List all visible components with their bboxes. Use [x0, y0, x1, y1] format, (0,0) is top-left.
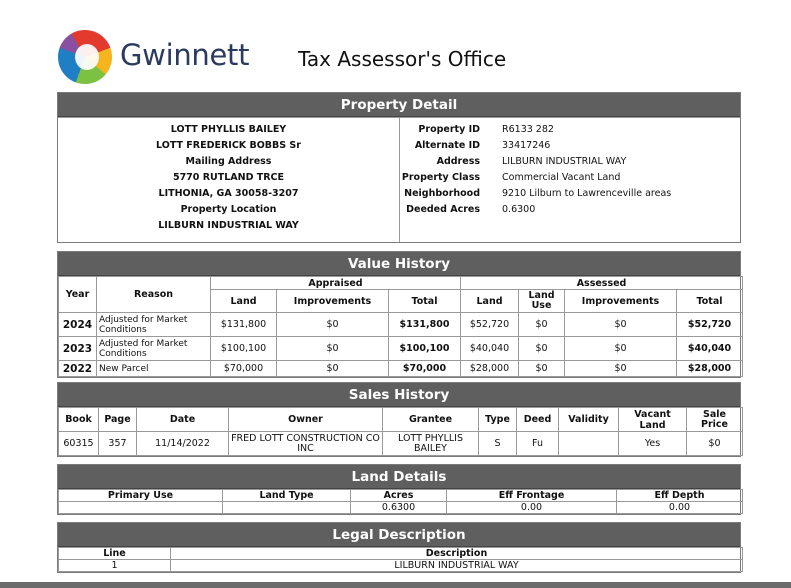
col-header-page: Page — [99, 408, 137, 432]
col-header-date: Date — [137, 408, 229, 432]
col-header-owner: Owner — [229, 408, 383, 432]
field-row — [400, 202, 740, 218]
field-row — [400, 170, 740, 186]
land-details-title: Land Details — [58, 465, 740, 489]
field-value: R6133 282 — [502, 124, 554, 135]
col-header-appraised: Appraised — [211, 277, 461, 290]
logo-text: Gwinnett — [120, 38, 250, 72]
col-header-description: Description — [171, 548, 743, 560]
appraised-total-cell: $131,800 — [389, 313, 461, 337]
year-cell: 2023 — [59, 337, 97, 361]
reason-cell: Adjusted for Market Conditions — [97, 313, 211, 337]
bottom-bar — [0, 582, 791, 588]
sales-history-table — [58, 407, 743, 456]
gwinnett-logo-icon — [58, 30, 112, 84]
assessed-total-cell: $40,040 — [677, 337, 743, 361]
field-label: Neighborhood — [404, 188, 480, 199]
assessed-total-cell: $52,720 — [677, 313, 743, 337]
col-header-land-type: Land Type — [223, 490, 351, 502]
field-row — [400, 154, 740, 170]
owner-line: LOTT PHYLLIS BAILEY — [170, 124, 287, 135]
legal-description-title: Legal Description — [58, 523, 740, 547]
field-row — [400, 186, 740, 202]
col-header-year: Year — [59, 277, 97, 313]
col-header-land: Land — [461, 290, 519, 313]
appraised-improvements-cell: $0 — [277, 313, 389, 337]
property-fields — [400, 118, 740, 242]
col-header-vacant-land: Vacant Land — [619, 408, 687, 432]
col-header-grantee: Grantee — [383, 408, 479, 432]
col-header-eff-depth: Eff Depth — [617, 490, 743, 502]
col-header-improvements: Improvements — [565, 290, 677, 313]
eff-depth-cell: 0.00 — [617, 502, 743, 514]
land-details-table — [58, 489, 743, 514]
appraised-land-cell: $100,100 — [211, 337, 277, 361]
primary-use-cell — [59, 502, 223, 514]
assessed-improvements-cell: $0 — [565, 313, 677, 337]
field-label: Property ID — [418, 124, 480, 135]
col-header-deed: Deed — [517, 408, 559, 432]
value-history-table — [58, 276, 743, 377]
appraised-improvements-cell: $0 — [277, 361, 389, 377]
land-use-cell: $0 — [519, 337, 565, 361]
property-detail-section — [57, 92, 741, 243]
owner-line: LITHONIA, GA 30058-3207 — [158, 188, 299, 199]
field-label: Alternate ID — [414, 140, 480, 151]
appraised-total-cell: $100,100 — [389, 337, 461, 361]
field-value: Commercial Vacant Land — [502, 172, 621, 183]
col-header-sale-price: Sale Price — [687, 408, 743, 432]
sales-history-section — [57, 382, 741, 457]
field-value: 0.6300 — [502, 204, 536, 215]
appraised-improvements-cell: $0 — [277, 337, 389, 361]
land-use-cell: $0 — [519, 313, 565, 337]
acres-cell: 0.6300 — [351, 502, 447, 514]
date-cell: 11/14/2022 — [137, 432, 229, 456]
assessed-land-cell: $52,720 — [461, 313, 519, 337]
col-header-acres: Acres — [351, 490, 447, 502]
col-header-total: Total — [677, 290, 743, 313]
assessed-land-cell: $28,000 — [461, 361, 519, 377]
owner-line: LOTT FREDERICK BOBBS Sr — [156, 140, 301, 151]
col-header-eff-frontage: Eff Frontage — [447, 490, 617, 502]
col-header-type: Type — [479, 408, 517, 432]
legal-description-table — [58, 547, 743, 572]
field-row — [400, 122, 740, 138]
land-details-section — [57, 464, 741, 515]
field-row — [400, 138, 740, 154]
land-type-cell — [223, 502, 351, 514]
table-row — [59, 502, 743, 514]
owner-block — [58, 118, 400, 242]
col-header-primary-use: Primary Use — [59, 490, 223, 502]
property-detail-title: Property Detail — [58, 93, 740, 117]
land-use-cell: $0 — [519, 361, 565, 377]
table-row — [59, 337, 743, 361]
book-cell: 60315 — [59, 432, 99, 456]
page-cell: 357 — [99, 432, 137, 456]
field-label: Address — [436, 156, 480, 167]
assessed-improvements-cell: $0 — [565, 337, 677, 361]
table-row — [59, 361, 743, 377]
appraised-land-cell: $131,800 — [211, 313, 277, 337]
legal-description-section — [57, 522, 741, 573]
sale-price-cell: $0 — [687, 432, 743, 456]
year-cell: 2022 — [59, 361, 97, 377]
sales-history-title: Sales History — [58, 383, 740, 407]
table-row — [59, 560, 743, 572]
owner-line: Mailing Address — [185, 156, 272, 167]
col-header-land-use: Land Use — [519, 290, 565, 313]
assessed-total-cell: $28,000 — [677, 361, 743, 377]
office-title: Tax Assessor's Office — [298, 47, 507, 71]
col-header-book: Book — [59, 408, 99, 432]
page-header — [0, 0, 791, 90]
col-header-total: Total — [389, 290, 461, 313]
field-value: 9210 Lilburn to Lawrenceville areas — [502, 188, 672, 199]
line-cell: 1 — [59, 560, 171, 572]
deed-cell: Fu — [517, 432, 559, 456]
eff-frontage-cell: 0.00 — [447, 502, 617, 514]
reason-cell: New Parcel — [97, 361, 211, 377]
grantee-cell: LOTT PHYLLIS BAILEY — [383, 432, 479, 456]
col-header-assessed: Assessed — [461, 277, 743, 290]
value-history-title: Value History — [58, 252, 740, 276]
validity-cell — [559, 432, 619, 456]
col-header-improvements: Improvements — [277, 290, 389, 313]
field-label: Deeded Acres — [406, 204, 480, 215]
field-value: LILBURN INDUSTRIAL WAY — [502, 156, 627, 167]
owner-line: 5770 RUTLAND TRCE — [172, 172, 285, 183]
vacant-land-cell: Yes — [619, 432, 687, 456]
col-header-land: Land — [211, 290, 277, 313]
owner-line: LILBURN INDUSTRIAL WAY — [158, 220, 299, 231]
field-value: 33417246 — [502, 140, 551, 151]
col-header-reason: Reason — [97, 277, 211, 313]
owner-line: Property Location — [180, 204, 277, 215]
type-cell: S — [479, 432, 517, 456]
owner-cell: FRED LOTT CONSTRUCTION CO INC — [229, 432, 383, 456]
reason-cell: Adjusted for Market Conditions — [97, 337, 211, 361]
col-header-validity: Validity — [559, 408, 619, 432]
table-row — [59, 313, 743, 337]
value-history-section — [57, 251, 741, 378]
table-row — [59, 432, 743, 456]
assessed-land-cell: $40,040 — [461, 337, 519, 361]
appraised-total-cell: $70,000 — [389, 361, 461, 377]
field-label: Property Class — [401, 172, 480, 183]
appraised-land-cell: $70,000 — [211, 361, 277, 377]
assessed-improvements-cell: $0 — [565, 361, 677, 377]
description-cell: LILBURN INDUSTRIAL WAY — [171, 560, 743, 572]
col-header-line: Line — [59, 548, 171, 560]
year-cell: 2024 — [59, 313, 97, 337]
